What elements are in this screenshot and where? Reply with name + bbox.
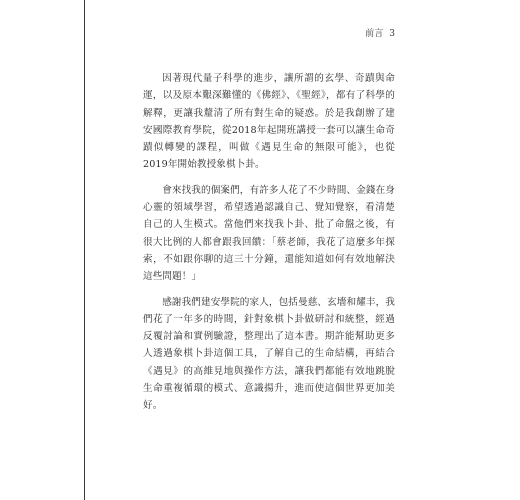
page-number: 3 [389, 29, 395, 39]
paragraph-quantum-science: 因著現代量子科學的進步，讓所謂的玄學、奇蹟與命運，以及原本艱深難懂的《佛經》、《聖經》，都有了科學的解釋，更讓我釐清了所有對生命的疑惑。於是我創辦了建安國際教育學院，從2018年起開班講授一套可以讓生命奇蹟似轉變的課程，叫做《遇見生命的無限可能》，也從2019年開始教授象棋卜卦。 [143, 73, 395, 171]
running-head [365, 26, 395, 39]
paragraph-acknowledgements: 感謝我們建安學院的家人，包括曼慈、玄墻和耀丰，我們花了一年多的時間，針對象棋卜卦做研討和統整，經過反覆討論和實例驗證，整理出了這本書。期許能幫助更多人透過象棋卜卦這個工具，了解自己的生命結構，再結合《遇見》的高維見地與操作方法，讓我們都能有效地跳脫生命重複循環的模式、意識揚升，進而使這個世界更加美好。 [143, 296, 395, 412]
body-text [143, 70, 395, 423]
paragraph-clients-feedback: 會來找我的個案們，有許多人花了不少時間、金錢在身心靈的領域學習，希望透過認識自己、覺知覺察，看清楚自己的人生模式。當他們來找我卜卦、批了命盤之後，有很大比例的人都會跟我回饋：「蔡老師，我花了這麼多年探索，不如跟你聊的這三十分鐘，還能知道如何有效地解決這些問題！」 [143, 184, 395, 283]
page-gutter-line [84, 0, 85, 500]
section-title: 前言 [365, 29, 384, 39]
